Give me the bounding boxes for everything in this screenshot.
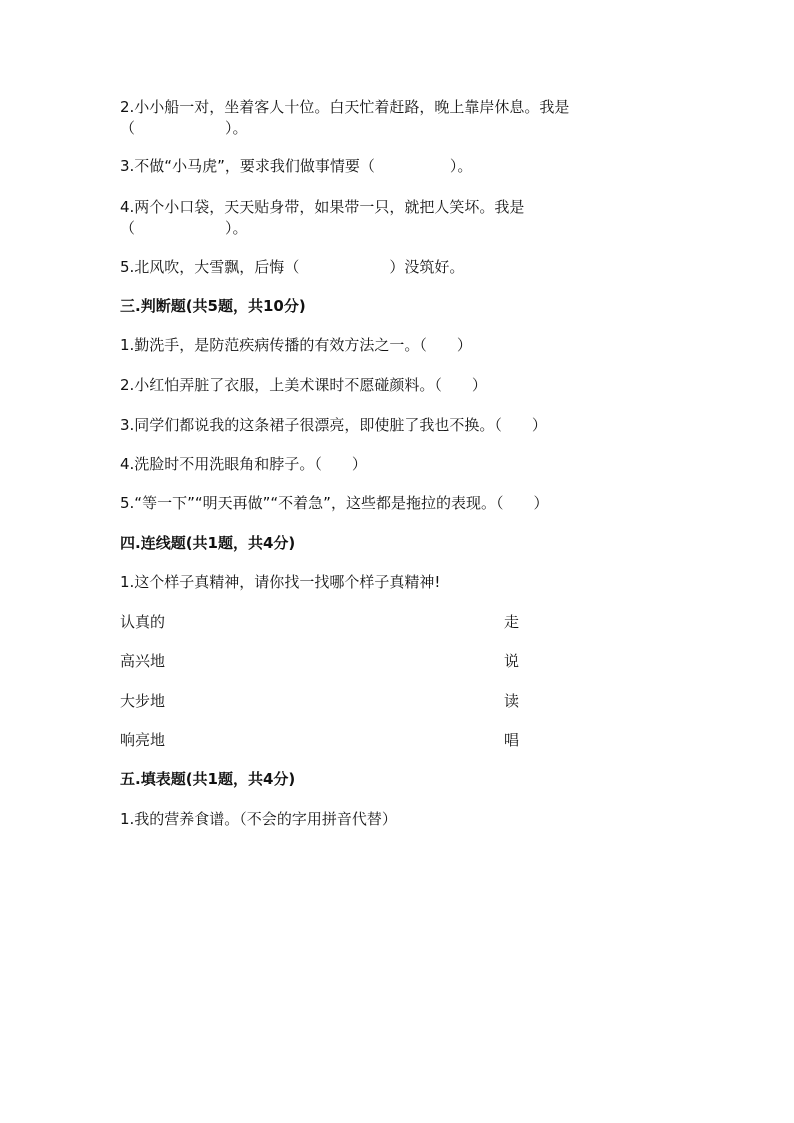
judge-item-5: 5.“等一下”“明天再做”“不着急”，这些都是拖拉的表现。（ ） <box>120 494 549 512</box>
matching-right-4: 唱 <box>504 731 520 749</box>
matching-right-3: 读 <box>504 692 520 710</box>
matching-right-2: 说 <box>504 652 520 670</box>
fill-q4-line1: 4.两个小口袋，天天贴身带，如果带一只，就把人笑坏。我是 <box>120 198 525 216</box>
matching-left-2: 高兴地 <box>120 652 166 670</box>
fill-q3: 3.不做“小马虎”，要求我们做事情要（ ）。 <box>120 157 473 175</box>
judge-item-3: 3.同学们都说我的这条裙子很漂亮，即使脏了我也不换。（ ） <box>120 416 547 434</box>
matching-left-4: 响亮地 <box>120 731 166 749</box>
judge-item-4: 4.洗脸时不用洗眼角和脖子。（ ） <box>120 455 367 473</box>
matching-left-1: 认真的 <box>120 613 166 631</box>
fill-q2-line1: 2.小小船一对，坐着客人十位。白天忙着赶路，晚上靠岸休息。我是 <box>120 98 570 116</box>
table-heading: 五.填表题(共1题，共4分) <box>120 770 296 788</box>
judge-item-2: 2.小红怕弄脏了衣服，上美术课时不愿碰颜料。（ ） <box>120 376 487 394</box>
matching-question: 1.这个样子真精神，请你找一找哪个样子真精神! <box>120 573 441 591</box>
matching-left-3: 大步地 <box>120 692 166 710</box>
fill-q2-line2: （ ）。 <box>120 119 248 137</box>
fill-q5: 5.北风吹，大雪飘，后悔（ ）没筑好。 <box>120 258 465 276</box>
fill-q4-line2: （ ）。 <box>120 219 248 237</box>
judge-item-1: 1.勤洗手，是防范疾病传播的有效方法之一。（ ） <box>120 336 472 354</box>
matching-right-1: 走 <box>504 613 520 631</box>
table-question: 1.我的营养食谱。（不会的字用拼音代替） <box>120 810 397 828</box>
judge-heading: 三.判断题(共5题，共10分) <box>120 297 306 315</box>
matching-heading: 四.连线题(共1题，共4分) <box>120 534 296 552</box>
